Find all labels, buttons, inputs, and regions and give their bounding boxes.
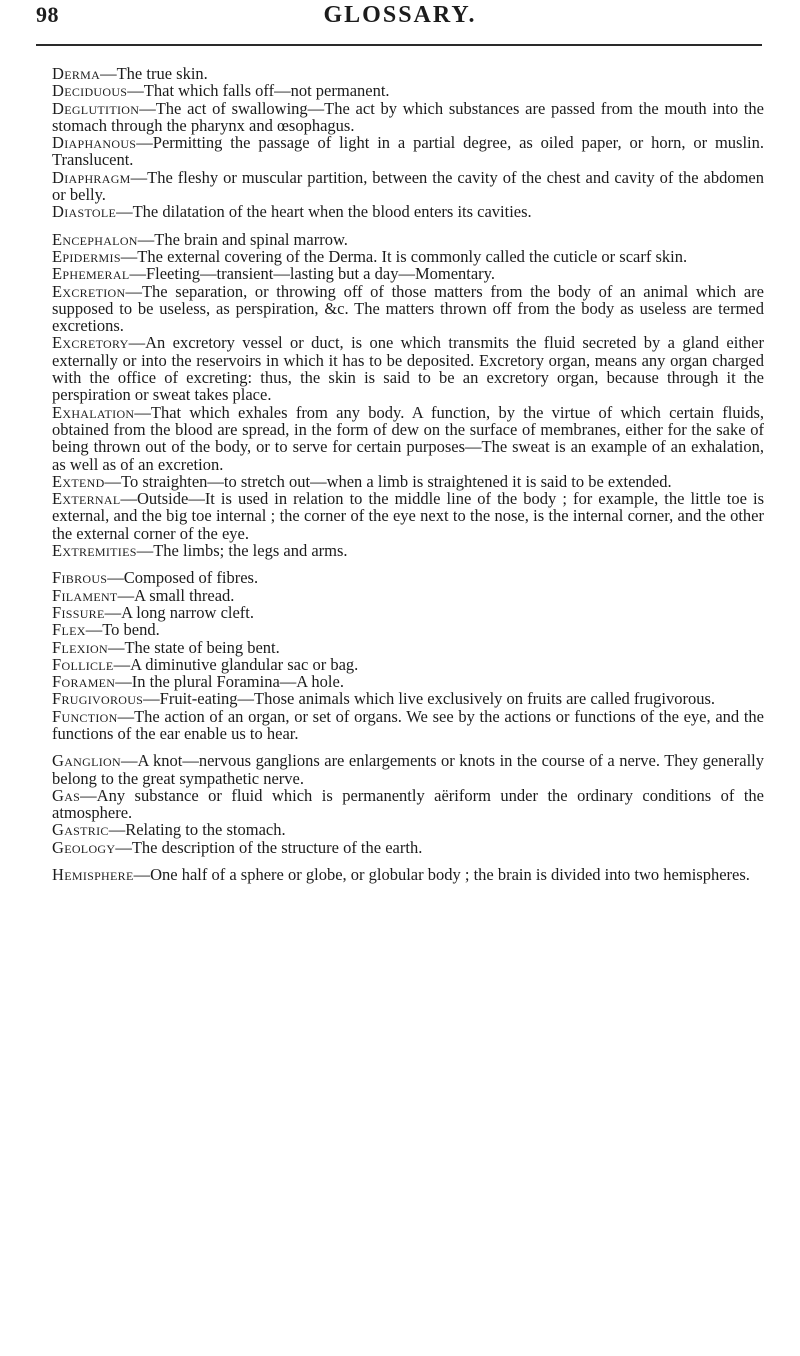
glossary-entry: [52, 265, 764, 282]
glossary-entry: [52, 334, 764, 403]
glossary-definition: —To bend.: [85, 620, 160, 640]
glossary-entry: [52, 404, 764, 473]
glossary-entry: [52, 866, 764, 883]
glossary-term: Diaphragm: [52, 167, 131, 187]
glossary-term: Extremities: [52, 541, 137, 561]
page-number: 98: [36, 2, 59, 27]
glossary-definition: —Outside—It is used in relation to the middle line of the body ; for example, the little toe is external, and the big toe internal ; the corner of the eye next to the nose, is the internal corner, and the other the external corner of the eye.: [52, 489, 764, 543]
glossary-entry: [52, 656, 764, 673]
glossary-term: Extend: [52, 471, 105, 491]
glossary-term: Excretory: [52, 333, 129, 353]
glossary-definition: —A small thread.: [117, 585, 235, 605]
glossary-entry: [52, 839, 764, 856]
glossary-term: Fissure: [52, 602, 105, 622]
glossary-entry: [52, 542, 764, 559]
glossary-term: Diaphanous: [52, 133, 137, 153]
glossary-definition: —The state of being bent.: [107, 637, 280, 657]
glossary-entry: [52, 490, 764, 542]
glossary-entry: [52, 587, 764, 604]
glossary-definition: —That which exhales from any body. A function, by the virtue of which certain fluids, obtained from the blood are spread, in the form of dew on the surface of membranes, either for the sake of being thrown out of the body, or to serve for certain purposes—The sweat is an example of an exhalation, as well as of an excretion.: [52, 402, 764, 474]
glossary-definition: —Permitting the passage of light in a partial degree, as oiled paper, or horn, or muslin. Translucent.: [52, 133, 764, 170]
glossary-definition: —The external covering of the Derma. It is commonly called the cuticle or scarf skin.: [120, 246, 688, 266]
glossary-entry: [52, 673, 764, 690]
glossary-term: Epidermis: [52, 246, 121, 266]
glossary-definition: —To straighten—to stretch out—when a limb is straightened it is said to be extended.: [104, 471, 672, 491]
glossary-term: Gas: [52, 785, 81, 805]
glossary-term: Flexion: [52, 637, 108, 657]
glossary-entry: [52, 690, 764, 707]
glossary-term: Ephemeral: [52, 264, 130, 284]
glossary-definition: —The action of an organ, or set of organs. We see by the actions or functions of the eye, and the functions of the ear enable us to hear.: [52, 706, 764, 743]
glossary-entry: [52, 231, 764, 248]
glossary-term: Frugivorous: [52, 689, 144, 709]
glossary-definition: —The dilatation of the heart when the blood enters its cavities.: [116, 202, 532, 222]
glossary-term: Follicle: [52, 654, 114, 674]
glossary-definition: —A knot—nervous ganglions are enlargements or knots in the course of a nerve. They generally belong to the great sympathetic nerve.: [52, 751, 764, 788]
glossary-definition: —The act of swallowing—The act by which substances are passed from the mouth into the stomach through the pharynx and œsophagus.: [52, 98, 764, 135]
glossary-entry: [52, 569, 764, 586]
glossary-definition: —The fleshy or muscular partition, between the cavity of the chest and cavity of the abdomen or belly.: [52, 167, 764, 205]
glossary-term: Filament: [52, 585, 118, 605]
header-rule: [36, 44, 762, 46]
glossary-entry: [52, 203, 764, 220]
glossary-term: Geology: [52, 837, 116, 857]
glossary-entry: [52, 169, 764, 204]
glossary-term: Exhalation: [52, 402, 135, 422]
glossary-term: Foramen: [52, 672, 116, 692]
glossary-term: Deglutition: [52, 98, 140, 118]
glossary-definition: —Any substance or fluid which is permanently aëriform under the ordinary conditions of the atmosphere.: [52, 785, 764, 823]
glossary-entry: [52, 283, 764, 335]
glossary-entry: [52, 248, 764, 265]
glossary-definition: —Relating to the stomach.: [108, 820, 286, 840]
glossary-term: Function: [52, 706, 118, 726]
glossary-definition: —A diminutive glandular sac or bag.: [113, 654, 359, 674]
glossary-term: Ganglion: [52, 751, 121, 771]
glossary-term: External: [52, 489, 121, 509]
glossary-term: Flex: [52, 620, 86, 640]
glossary-definition: —The brain and spinal marrow.: [137, 229, 348, 249]
glossary-term: Derma: [52, 64, 101, 83]
glossary-term: Excretion: [52, 281, 126, 301]
glossary-term: Hemisphere: [52, 865, 134, 885]
glossary-definition: —The true skin.: [100, 64, 208, 83]
glossary-entry: [52, 134, 764, 169]
glossary-entry: [52, 100, 764, 135]
glossary-term: Encephalon: [52, 229, 138, 249]
glossary-definition: —Composed of fibres.: [107, 568, 259, 588]
glossary-entry: [52, 639, 764, 656]
glossary-definition: —Fleeting—transient—lasting but a day—Momentary.: [129, 264, 495, 284]
glossary-definition: —An excretory vessel or duct, is one which transmits the fluid secreted by a gland either externally or into the reservoirs in which it has to be deposited. Excretory organ, means any organ charged with the office of excreting: thus, the skin is said to be an excretory organ, because through it the perspiration or sweat takes place.: [52, 333, 764, 405]
glossary-entry: [52, 821, 764, 838]
glossary-term: Fibrous: [52, 568, 108, 588]
glossary-body: [52, 65, 764, 883]
glossary-definition: —That which falls off—not permanent.: [127, 81, 390, 101]
glossary-definition: —A long narrow cleft.: [104, 602, 255, 622]
glossary-entry: [52, 752, 764, 787]
glossary-entry: [52, 82, 764, 99]
glossary-term: Gastric: [52, 820, 109, 840]
glossary-entry: [52, 604, 764, 621]
running-head: GLOSSARY.: [323, 2, 477, 28]
glossary-definition: —The separation, or throwing off of those matters from the body of an animal which are supposed to be useless, as perspiration, &c. The matters thrown off from the body as useless are termed excretions.: [52, 281, 764, 336]
glossary-definition: —One half of a sphere or globe, or globular body ; the brain is divided into two hemispheres.: [133, 865, 750, 885]
glossary-term: Deciduous: [52, 81, 128, 101]
glossary-entry: [52, 621, 764, 638]
glossary-definition: —The description of the structure of the earth.: [115, 837, 423, 857]
glossary-entry: [52, 65, 764, 82]
glossary-entry: [52, 473, 764, 490]
page-header: [36, 2, 766, 42]
glossary-entry: [52, 708, 764, 743]
glossary-term: Diastole: [52, 202, 117, 222]
glossary-definition: —Fruit-eating—Those animals which live exclusively on fruits are called frugivorous.: [143, 689, 716, 709]
glossary-entry: [52, 787, 764, 822]
glossary-definition: —In the plural Foramina—A hole.: [115, 672, 344, 692]
glossary-definition: —The limbs; the legs and arms.: [136, 541, 348, 561]
